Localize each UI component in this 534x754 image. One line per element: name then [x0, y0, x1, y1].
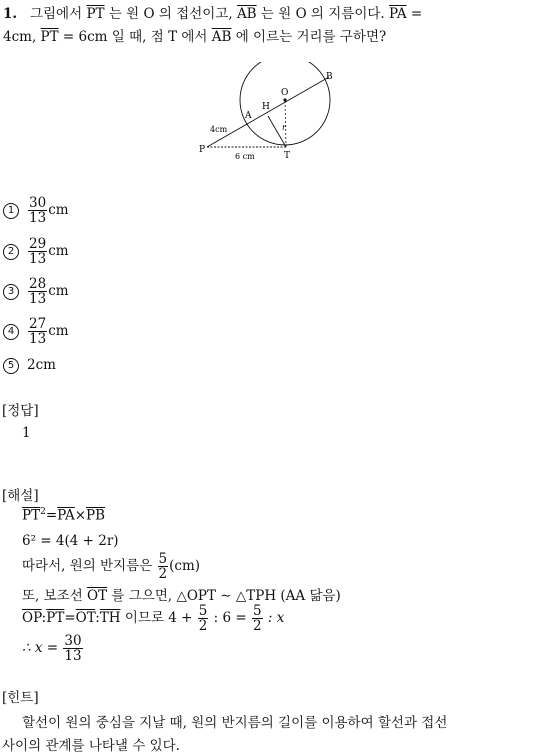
question-text: 4cm,: [3, 29, 41, 45]
question-text: 는 원 O 의 접선이고,: [104, 6, 237, 22]
choice-number-3: 3: [3, 284, 19, 300]
equals: =: [45, 507, 58, 524]
question-line-2: [3, 25, 386, 45]
center-point: [283, 98, 286, 101]
unit: cm: [48, 283, 69, 300]
text: 또, 보조선: [22, 588, 88, 604]
unit: cm: [48, 243, 69, 260]
choice-number-4: 4: [3, 324, 19, 340]
choice-fraction: [28, 237, 47, 266]
numerator: 5: [198, 603, 208, 619]
explanation-line-4: [22, 584, 341, 604]
ratio-colon: :: [41, 610, 47, 627]
ratio-colon: :: [95, 610, 100, 627]
segment-ot: $\overline{OT}$: [75, 610, 96, 627]
answer-value: 1: [22, 425, 31, 441]
numerator: 5: [253, 603, 262, 619]
segment-pt: $\overline{PT}$: [40, 29, 59, 45]
circle-o: [240, 62, 330, 145]
label-r: r: [282, 123, 286, 132]
explanation-line-2: 6² = 4(4 + 2r): [22, 533, 119, 549]
segment-ot: $\overline{OT}$: [87, 588, 108, 604]
segment-th: $\overline{TH}$: [99, 610, 121, 627]
fraction: [198, 604, 209, 633]
denominator: 13: [29, 251, 47, 268]
denominator: 13: [29, 291, 47, 308]
explanation-line-1: [22, 507, 105, 524]
segment-op: $\overline{OP}$: [22, 610, 42, 627]
label-p: P: [199, 145, 206, 155]
segment-pt: $\overline{PT}$: [22, 507, 41, 524]
therefore-text: ∴ x =: [22, 640, 63, 657]
denominator: 13: [29, 331, 47, 348]
unit: cm: [48, 323, 69, 340]
explanation-line-5: [22, 604, 284, 633]
choice-4[interactable]: [3, 317, 69, 346]
hint-line-1: 할선이 원의 중심을 지날 때, 원의 반지름의 길이를 이용하여 할선과 접선: [22, 715, 448, 731]
question-text: = 6cm 일 때, 점 T 에서: [58, 29, 212, 45]
choice-number-2: 2: [3, 244, 19, 260]
numerator: 28: [29, 276, 47, 292]
unit: cm: [48, 202, 69, 219]
denominator: 2: [253, 618, 262, 635]
question-text: 그림에서: [29, 6, 87, 22]
label-o: O: [281, 88, 289, 98]
geometry-figure: [195, 62, 345, 167]
choice-number-5: 5: [3, 358, 19, 374]
label-a: A: [245, 111, 252, 121]
label-h: H: [262, 102, 270, 112]
text: : x: [263, 610, 285, 627]
numerator: 5: [158, 551, 168, 567]
segment-pt: $\overline{PT}$: [46, 610, 65, 627]
label-t: T: [284, 151, 291, 161]
denominator: 2: [158, 566, 168, 583]
equals: =: [64, 610, 76, 627]
explanation-line-6: [22, 634, 84, 663]
numerator: 30: [29, 195, 47, 211]
hint-heading: [힌트]: [2, 690, 39, 706]
choice-fraction: [28, 317, 47, 346]
text: : 6 =: [209, 610, 251, 627]
text: 이므로 4 +: [120, 610, 197, 627]
fraction: [158, 552, 169, 581]
text: 따라서, 원의 반지름은: [22, 558, 157, 575]
segment-pa: $\overline{PA}$: [57, 507, 75, 524]
question-number: 1.: [3, 6, 18, 22]
choice-2[interactable]: [3, 237, 69, 266]
choice-3[interactable]: [3, 277, 69, 306]
label-4cm: 4cm: [210, 125, 228, 134]
text: 를 그으면, △OPT ∼ △TPH (AA 닮음): [107, 588, 341, 604]
numerator: 27: [29, 316, 47, 332]
label-b: B: [326, 72, 333, 82]
fraction: [63, 634, 82, 663]
segment-pt: $\overline{PT}$: [86, 6, 105, 22]
denominator: 13: [64, 648, 82, 665]
answer-heading: [정답]: [2, 403, 39, 419]
choice-1[interactable]: [3, 196, 69, 225]
denominator: 13: [29, 210, 47, 227]
label-6cm: 6 cm: [235, 152, 255, 161]
segment-ab: $\overline{AB}$: [211, 29, 232, 45]
explanation-heading: [해설]: [2, 488, 39, 504]
numerator: 30: [64, 633, 82, 649]
choice-number-1: 1: [3, 203, 19, 219]
hint-line-2: 사이의 관계를 나타낼 수 있다.: [2, 738, 180, 754]
segment-pb: $\overline{PB}$: [86, 507, 106, 524]
explanation-line-3: [22, 552, 200, 581]
choice-fraction: [28, 196, 47, 225]
choice-fraction: [28, 277, 47, 306]
denominator: 2: [198, 618, 208, 635]
choice-text: 2cm: [27, 357, 56, 373]
question-text: =: [406, 6, 423, 22]
choice-5[interactable]: [3, 357, 56, 374]
unit: (cm): [169, 558, 201, 575]
times: ×: [74, 507, 87, 524]
question-line-1: [3, 2, 422, 22]
segment-ab: $\overline{AB}$: [236, 6, 257, 22]
question-text: 에 이르는 거리를 구하면?: [231, 29, 387, 45]
numerator: 29: [29, 236, 47, 252]
segment-pa: $\overline{PA}$: [389, 6, 407, 22]
fraction: [252, 604, 263, 633]
exponent: 2: [40, 507, 46, 517]
question-text: 는 원 O 의 지름이다.: [256, 6, 390, 22]
